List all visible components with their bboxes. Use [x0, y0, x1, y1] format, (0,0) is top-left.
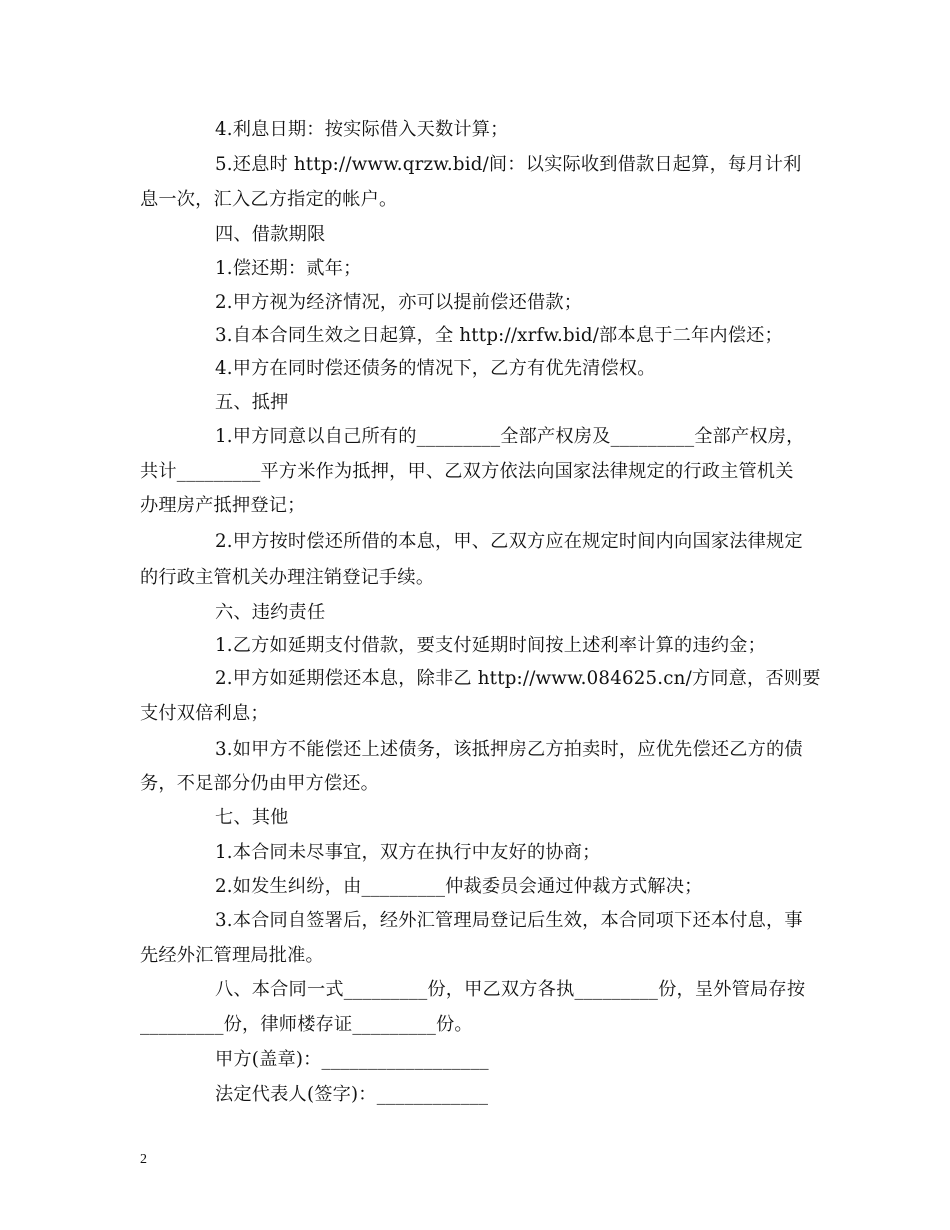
text-line: 2.如发生纠纷，由_________仲裁委员会通过仲裁方式解决； — [215, 876, 703, 897]
text-line: 支付双倍利息； — [140, 703, 269, 724]
text-line: 1.乙方如延期支付借款，要支付延期时间按上述利率计算的违约金； — [215, 635, 766, 656]
text-line: _________份，律师楼存证_________份。 — [140, 1014, 473, 1035]
text-line: 共计_________平方米作为抵押，甲、乙双方依法向国家法律规定的行政主管机关 — [140, 461, 794, 482]
text-line: 1.偿还期：贰年； — [215, 258, 362, 279]
text-line: 2.甲方按时偿还所借的本息，甲、乙双方应在规定时间内向国家法律规定 — [215, 531, 803, 552]
page-number: 2 — [140, 1152, 147, 1167]
section-heading: 五、抵押 — [215, 392, 289, 413]
text-line: 3.自本合同生效之日起算，全 http://xrfw.bid/部本息于二年内偿还； — [215, 325, 783, 346]
text-line: 息一次，汇入乙方指定的帐户。 — [140, 189, 398, 210]
section-heading: 八、本合同一式_________份，甲乙双方各执_________份，呈外管局存按 — [215, 979, 806, 1000]
section-heading: 四、借款期限 — [215, 224, 326, 245]
text-line: 务，不足部分仍由甲方偿还。 — [140, 773, 380, 794]
section-heading: 六、违约责任 — [215, 602, 326, 623]
text-line: 2.甲方如延期偿还本息，除非乙 http://www.084625.cn/方同意，否则要 — [215, 668, 821, 689]
text-line: 4.甲方在同时偿还债务的情况下，乙方有优先清偿权。 — [215, 358, 656, 379]
text-line: 3.如甲方不能偿还上述债务，该抵押房乙方拍卖时，应优先偿还乙方的债 — [215, 739, 803, 760]
signature-line-party-a: 甲方(盖章)：__________________ — [215, 1049, 489, 1070]
text-line: 5.还息时 http://www.qrzw.bid/间：以实际收到借款日起算，每月计利 — [215, 154, 802, 175]
text-line: 2.甲方视为经济情况，亦可以提前偿还借款； — [215, 292, 583, 313]
section-heading: 七、其他 — [215, 807, 289, 828]
text-line: 1.甲方同意以自己所有的_________全部产权房及_________全部产权房， — [215, 426, 805, 447]
text-line: 办理房产抵押登记； — [140, 495, 306, 516]
text-line: 1.本合同未尽事宜，双方在执行中友好的协商； — [215, 842, 601, 863]
text-line: 3.本合同自签署后，经外汇管理局登记后生效，本合同项下还本付息，事 — [215, 910, 803, 931]
text-line: 先经外汇管理局批准。 — [140, 945, 324, 966]
signature-line-legal-rep: 法定代表人(签字)：____________ — [215, 1084, 489, 1105]
text-line: 4.利息日期：按实际借入天数计算； — [215, 119, 509, 140]
text-line: 的行政主管机关办理注销登记手续。 — [140, 567, 435, 588]
